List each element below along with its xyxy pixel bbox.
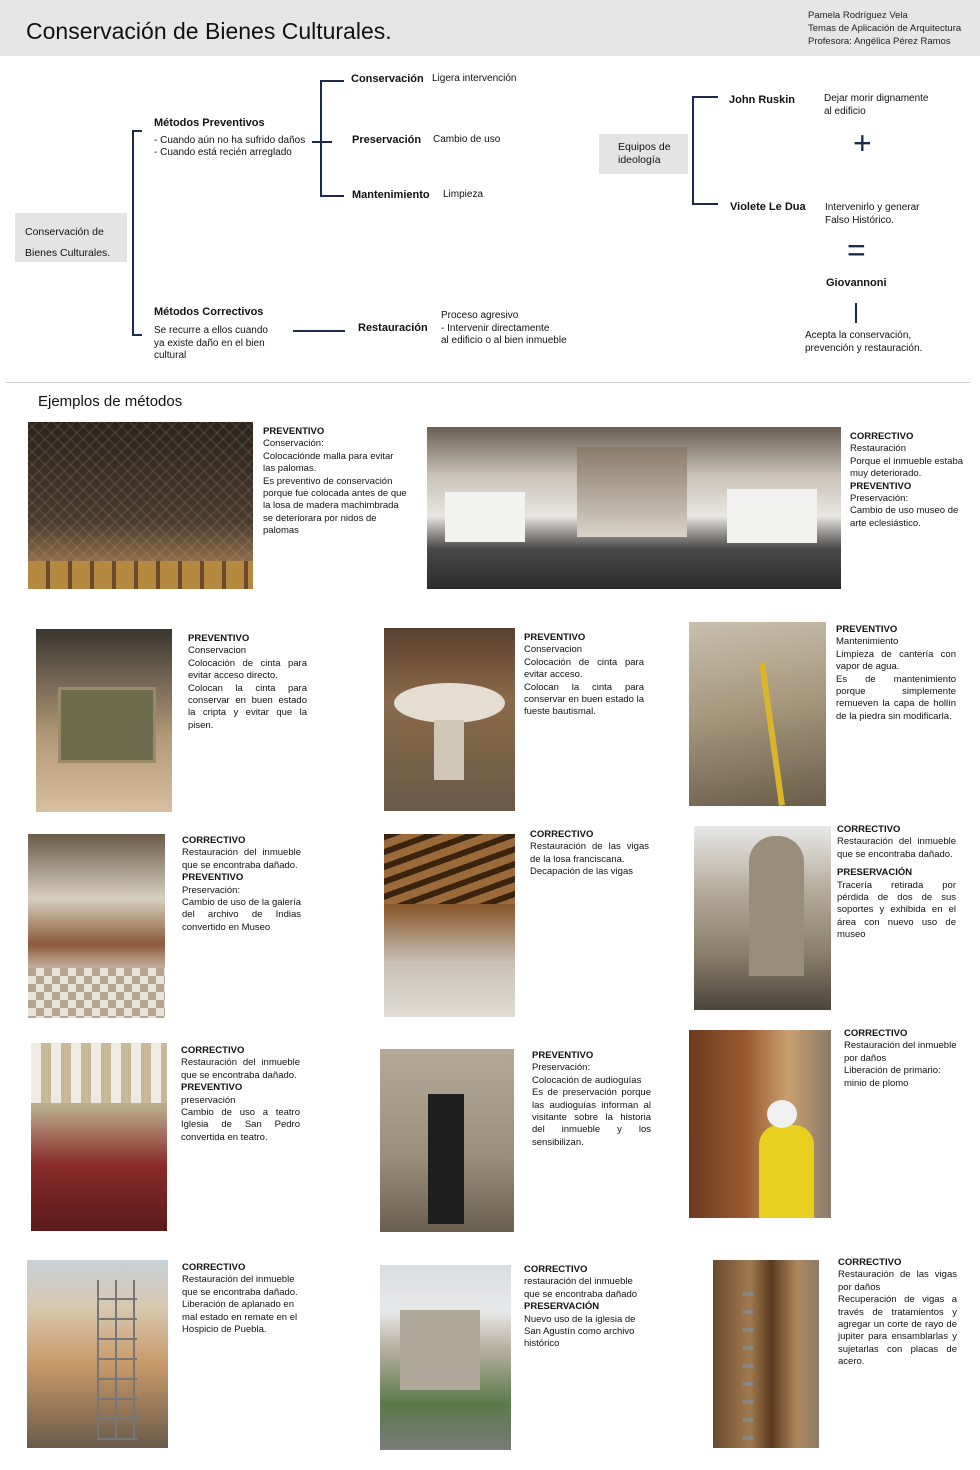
corrective-desc-line3: cultural <box>154 350 187 361</box>
caption-6-heading: CORRECTIVO <box>182 835 246 846</box>
caption-9-text-2: preservación Cambio de uso a teatro Iglesia de San Pedro convertida en teatro. <box>181 1094 300 1143</box>
mantenimiento-label: Mantenimiento <box>352 189 430 201</box>
caption-1 <box>263 426 408 538</box>
caption-12-text: Restauración del inmueble que se encontraba dañado. Liberación de aplanado en mal estado en remate en el Hospicio de Puebla. <box>182 1274 298 1336</box>
caption-1-heading: PREVENTIVO <box>263 426 325 437</box>
photo-cathedral-cleaning <box>689 622 826 806</box>
caption-11-heading: CORRECTIVO <box>844 1028 908 1039</box>
photo-tracery <box>694 826 831 1010</box>
photo-beam-restoration <box>713 1260 819 1448</box>
ruskin-desc <box>824 93 929 118</box>
mantenimiento-desc: Limpieza <box>443 189 484 200</box>
ideology-bracket-bottom <box>692 203 718 205</box>
photo-archive-gallery <box>28 834 165 1018</box>
caption-13-heading-2: PRESERVACIÓN <box>524 1301 600 1313</box>
violet-desc-line2: Falso Histórico. <box>825 214 894 226</box>
caption-6-heading-2: PREVENTIVO <box>182 872 244 884</box>
equals-sign: = <box>847 232 866 268</box>
preventive-item-2: - Cuando está recién arreglado <box>154 147 292 158</box>
caption-8 <box>837 824 956 942</box>
photo-crypt-floor <box>36 629 172 812</box>
caption-9 <box>181 1045 300 1144</box>
author-name: Pamela Rodríguez Vela <box>808 10 908 21</box>
caption-10-heading: PREVENTIVO <box>532 1050 594 1061</box>
corrective-desc <box>154 325 268 363</box>
caption-10 <box>532 1050 651 1149</box>
caption-5-heading: PREVENTIVO <box>836 624 898 635</box>
ideology-label-line2: ideología <box>618 154 661 166</box>
preventive-title: Métodos Preventivos <box>154 117 265 129</box>
preventive-bracket-top <box>320 80 344 82</box>
caption-6-text: Restauración del inmueble que se encontraba dañado. <box>182 847 301 871</box>
photo-theatre <box>31 1043 167 1231</box>
caption-6 <box>182 835 301 934</box>
corrective-title: Métodos Correctivos <box>154 306 264 318</box>
photo-san-agustin <box>380 1265 511 1450</box>
corrective-connector <box>293 330 345 332</box>
caption-7-heading: CORRECTIVO <box>530 829 594 840</box>
author-block <box>808 9 961 48</box>
restauracion-desc-line1: Proceso agresivo <box>441 310 519 321</box>
caption-7-text: Restauración de las vigas de la losa franciscana. Decapación de las vigas <box>530 841 649 878</box>
ruskin-desc-line2: al edificio <box>824 105 866 117</box>
root-label <box>25 222 110 264</box>
caption-9-text: Restauración del inmueble que se encontraba dañado. <box>181 1057 300 1081</box>
caption-14 <box>838 1257 957 1369</box>
violet-desc-line1: Intervenirlo y generar <box>825 202 920 213</box>
giovannoni-desc-line2: prevención y restauración. <box>805 342 923 354</box>
photo-ceiling-net <box>28 422 253 589</box>
root-bracket-vertical <box>132 130 134 336</box>
ideology-label-line1: Equipos de <box>618 141 671 153</box>
giovannoni-desc-line1: Acepta la conservación, <box>805 330 912 341</box>
caption-8-text: Restauración del inmueble que se encontraba dañado. <box>837 836 956 860</box>
conservacion-label: Conservación <box>351 73 424 85</box>
ruskin-desc-line1: Dejar morir dignamente <box>824 93 929 104</box>
professor-name: Profesora: Angélica Pérez Ramos <box>808 36 951 47</box>
giovannoni-label: Giovannoni <box>826 277 887 289</box>
preventive-bracket-mid <box>312 141 332 143</box>
caption-14-heading: CORRECTIVO <box>838 1257 902 1268</box>
ruskin-label: John Ruskin <box>729 94 796 106</box>
caption-9-heading: CORRECTIVO <box>181 1045 245 1056</box>
restauracion-desc-line3: al edificio o al bien inmueble <box>441 335 567 346</box>
caption-4 <box>524 632 644 719</box>
photo-wooden-beams <box>384 834 515 1017</box>
preventive-item-1: - Cuando aún no ha sufrido daños <box>154 135 306 146</box>
section-divider <box>6 382 970 383</box>
caption-13-heading: CORRECTIVO <box>524 1264 588 1275</box>
caption-11-text: Restauración del inmueble por daños Liberación de primario: minio de plomo <box>844 1040 957 1089</box>
caption-11 <box>844 1028 965 1090</box>
photo-worker-column <box>689 1030 831 1218</box>
caption-2-text: Restauración Porque el inmueble estaba muy deteriorado. <box>850 443 964 480</box>
preservacion-desc: Cambio de uso <box>433 134 501 145</box>
preventive-bracket-vertical <box>320 80 322 197</box>
caption-8-heading: CORRECTIVO <box>837 824 901 835</box>
caption-10-text: Preservación: Colocación de audioguías Es de preservación porque las audioguías informan al visitante sobre la historia del inmueble y los sensibilizan. <box>532 1062 651 1148</box>
root-bracket-top <box>132 130 142 132</box>
corrective-desc-line2: ya existe daño en el bien <box>154 337 265 349</box>
caption-9-heading-2: PREVENTIVO <box>181 1082 243 1094</box>
caption-2-heading: CORRECTIVO <box>850 431 914 442</box>
caption-13-text: restauración del inmueble que se encontraba dañado <box>524 1276 638 1300</box>
caption-4-heading: PREVENTIVO <box>524 632 586 643</box>
preservacion-label: Preservación <box>352 134 422 146</box>
caption-12-heading: CORRECTIVO <box>182 1262 246 1273</box>
photo-audioguide <box>380 1049 514 1232</box>
restauracion-desc <box>441 310 567 348</box>
caption-8-text-2: Tracería retirada por pérdida de dos de sus soportes y exhibida en el área con nuevo uso de museo <box>837 879 956 941</box>
caption-3-heading: PREVENTIVO <box>188 633 250 644</box>
photo-museum-panorama <box>427 427 841 589</box>
examples-title: Ejemplos de métodos <box>38 393 183 410</box>
giovannoni-connector <box>855 303 857 323</box>
photo-baptismal-font <box>384 628 515 811</box>
caption-8-heading-2: PRESERVACIÓN <box>837 867 913 879</box>
conservacion-desc: Ligera intervención <box>432 73 517 84</box>
preventive-bracket-bottom <box>320 195 344 197</box>
caption-5-text: Mantenimiento Limpieza de cantería con vapor de agua. Es de mantenimiento porque simplemente remueven la capa de hollín de la piedra sin modificarla. <box>836 636 956 722</box>
caption-7 <box>530 829 649 879</box>
restauracion-label: Restauración <box>358 322 428 334</box>
caption-13-text-2: Nuevo uso de la iglesia de San Agustín como archivo histórico <box>524 1313 636 1350</box>
caption-3 <box>188 633 307 732</box>
violet-desc <box>825 202 920 227</box>
ideology-bracket-top <box>692 96 718 98</box>
root-label-line1: Conservación de <box>25 226 104 238</box>
violet-label: Violete Le Dua <box>730 201 806 213</box>
caption-13 <box>524 1264 644 1351</box>
caption-12 <box>182 1262 302 1336</box>
root-label-line2: Bienes Culturales. <box>25 247 111 259</box>
caption-6-text-2: Preservación: Cambio de uso de la galería del archivo de Indias convertido en Museo <box>182 884 301 933</box>
caption-2 <box>850 431 972 530</box>
ideology-label <box>618 141 671 167</box>
giovannoni-desc <box>805 330 922 355</box>
caption-3-text: Conservacion Colocación de cinta para evitar acceso directo. Colocan la cinta para conservar en buen estado la cripta y evitar que la pisen. <box>188 645 307 731</box>
caption-4-text: Conservacion Colocación de cinta para evitar acceso. Colocan la cinta para conservar en buen estado la fueste bautismal. <box>524 644 644 718</box>
photo-hospice-scaffold <box>27 1260 168 1448</box>
ideology-bracket-vertical <box>692 96 694 205</box>
plus-sign: + <box>853 125 872 161</box>
caption-2-heading-2: PREVENTIVO <box>850 480 912 492</box>
caption-14-text: Restauración de las vigas por daños Recuperación de vigas a través de tratamientos y agregar un corte de rayo de jupiter para ensamblarlas y sujetarlas con placas de acero. <box>838 1269 957 1368</box>
caption-2-text-2: Preservación: Cambio de uso museo de arte eclesiástico. <box>850 493 959 529</box>
page-title: Conservación de Bienes Culturales. <box>26 18 392 44</box>
caption-5 <box>836 624 956 723</box>
corrective-desc-line1: Se recurre a ellos cuando <box>154 325 268 336</box>
root-bracket-bottom <box>132 334 142 336</box>
caption-1-text: Conservación: Colocaciónde malla para evitar las palomas. Es preventivo de conservación porque fue colocada antes de que la losa de madera machimbrada se deteriorara por nidos de palomas <box>263 438 407 537</box>
restauracion-desc-line2: - Intervenir directamente <box>441 322 550 334</box>
course-name: Temas de Aplicación de Arquitectura <box>808 23 962 34</box>
